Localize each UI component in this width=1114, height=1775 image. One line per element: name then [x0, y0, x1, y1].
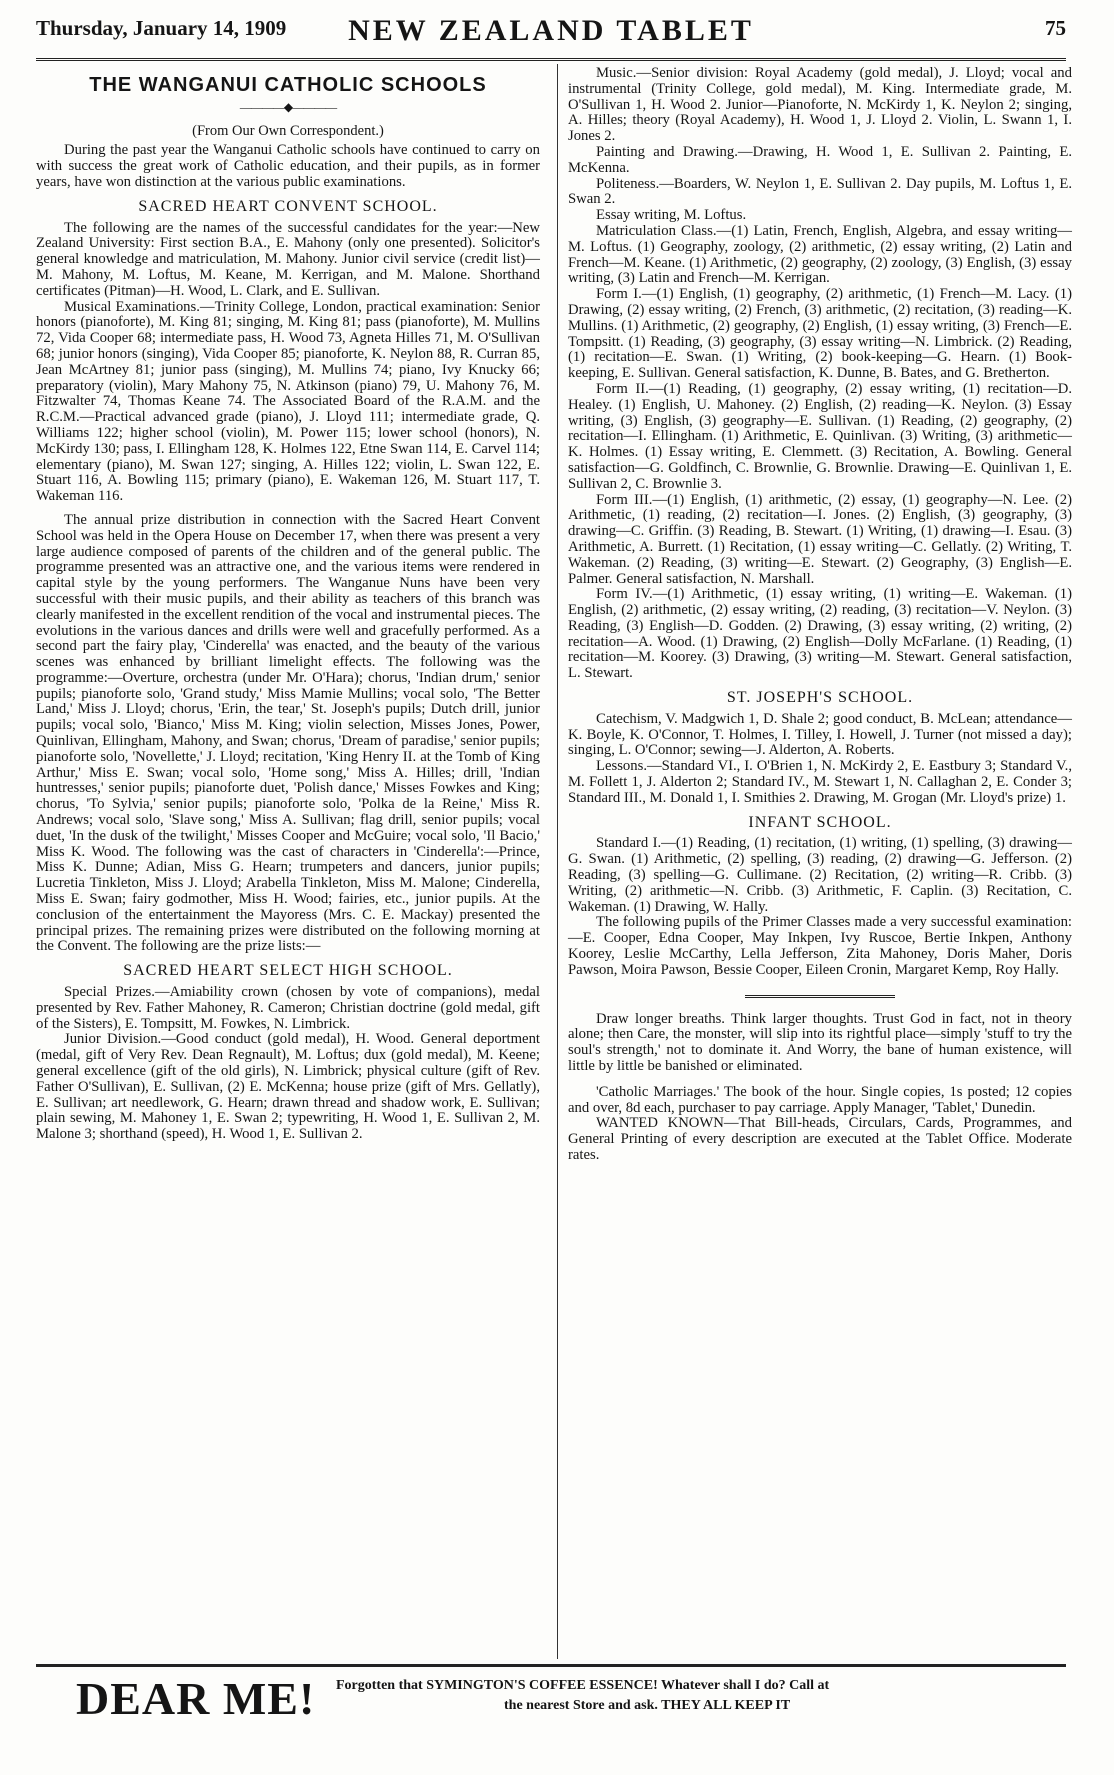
- footer-rule: [36, 1664, 1066, 1667]
- infant-paragraph: The following pupils of the Primer Classes made a very successful examination:—E. Cooper, Edna Cooper, May Inkpen, Ivy Ruscoe, Bertie Inkpen, Anthony Koorey, Leslie McCarthy, Lella Jefferson, Zita Mahoney, Doris Maher, Doris Pawson, Moira Pawson, Bessie Cooper, Eileen Cronin, Margaret Kemp, Roy Hally.: [568, 914, 1072, 978]
- article-title: THE WANGANUI CATHOLIC SCHOOLS: [89, 74, 487, 96]
- convent-paragraph: Musical Examinations.—Trinity College, London, practical examination: Senior honors (pianoforte), M. King 81; singing, M. King 81; pass (pianoforte), M. Mullins 72, Vida Cooper 68; intermediate pass, H. Wood 73, Agneta Hilles 71, M. O'Sullivan 68; junior honors (singing), Vida Cooper 85; pianoforte, K. Neylon 88, R. Curran 85, Jean McArtney 81; junior pass (singing), M. Mullins 74; piano, Ivy Knucky 66; preparatory (violin), Mary Mahony 75, N. Atkinson (piano) 79, U. Mahony 76, M. Fitzwalter 74, Thomas Keane 74. The Associated Board of the R.A.M. and the R.C.M.—Practical advanced grade (piano), J. Lloyd 111; intermediate grade, Q. Williams 122; higher school (violin), M. Power 115; lower school (honors), N. McKirdy 130; pass, I. Ellingham 128, K. Holmes 122, Etne Swan 114, E. Carvel 114; elementary (piano), M. Swan 127; singing, A. Hilles 122; violin, L. Swan 122, E. Stuart 116, A. Bowling 115; primary (piano), E. Wakeman 126, M. Stuart 117, T. Wakeman 116.: [36, 298, 540, 505]
- high-school-paragraph: Junior Division.—Good conduct (gold medal), H. Wood. General deportment (medal, gift of Very Rev. Dean Regnault), M. Loftus; dux (gold medal), M. Keene; general excellence (gift of the old girls), N. Limbrick; physical culture (gift of Rev. Father O'Sullivan), E. Sullivan, (2) E. McKenna; house prize (gift of Mrs. Gellatly), E. Sullivan; art needlework, G. Hearn; drawn thread and shadow work, E. Sullivan; plain sewing, M. Mahoney 1, E. Swan 2; typewriting, H. Wood 1, E. Sullivan 2, M. Malone 3; shorthand (speed), H. Wood 1, E. Sullivan 2.: [36, 1031, 540, 1143]
- masthead: NEW ZEALAND TABLET: [348, 14, 754, 47]
- byline: (From Our Own Correspondent.): [192, 122, 384, 139]
- left-column: [36, 66, 540, 1143]
- header-rule: [36, 58, 1066, 61]
- section-divider: [745, 995, 895, 998]
- section-heading-infant: INFANT SCHOOL.: [748, 813, 892, 831]
- column-divider: [557, 64, 558, 1659]
- high-school-paragraph: Form I.—(1) English, (1) geography, (2) arithmetic, (1) French—M. Lacy. (1) Drawing, (2) essay writing, (2) French, (3) arithmetic, (2) recitation, (3) reading—K. Mullins. (1) Arithmetic, (2) geography, (2) English, (1) essay writing, (3) French—E. Tompsitt. (1) Reading, (3) geography, (3) essay writing—N. Limbrick. (2) Reading, (1) recitation—E. Swan. (1) Writing, (2) book-keeping—G. Hearn. (1) Book-keeping, E. Sullivan. General satisfaction, K. Dunne, B. Bates, and G. Bretherton.: [568, 286, 1072, 382]
- filler-breaths: Draw longer breaths. Think larger thoughts. Trust God in fact, not in theory alone; then Care, the monster, will slip into its rightful place—simply 'stuff to try the soul's strength,' not to dominate it. And Worry, the bane of human existence, will little by little be banished or eliminated.: [568, 1010, 1072, 1075]
- footer-advertisement: [36, 1672, 1066, 1732]
- convent-paragraph: The annual prize distribution in connection with the Sacred Heart Convent School was held in the Opera House on December 17, when there was present a very large audience composed of parents of the children and of the general public. The programme presented was an attractive one, and the various items were rendered in capital style by the young performers. The Wanganue Nuns have been very successful with their music pupils, and their ability as teachers of this branch was clearly manifested in the excellent rendition of the vocal and instrumental pieces. The evolutions in the various dances and drills were well and gracefully performed. As a second part the fairy play, 'Cinderella' was enacted, and the beauty of the various scenes was enhanced by brilliant limelight effects. The following was the programme:—Overture, orchestra (under Mr. O'Hara); chorus, 'Indian drum,' senior pupils; pianoforte solo, 'Grand study,' Miss Mamie Mullins; vocal solo, 'The Better Land,' Miss J. Lloyd; chorus, 'Erin, the tear,' St. Joseph's pupils; Dutch drill, junior pupils; vocal solo, 'Bianco,' Miss M. King; violin selection, Misses Jones, Power, Quinlivan, Ellingham, Mahony, and Swan; chorus, 'Dream of paradise,' senior pupils; pianoforte solo, 'Novellette,' J. Lloyd; recitation, 'King Henry II. at the Tomb of King Arthur,' Miss E. Swan; vocal solo, 'Home song,' Miss A. Hilles; drill, 'Indian huntresses,' senior pupils; pianoforte duet, 'Polish dance,' Misses Fowkes and King; chorus, 'To Sylvia,' senior pupils; pianoforte solo, 'Polka de la Reine,' Miss R. Andrews; vocal solo, 'Slave song,' Miss A. Sullivan; flag drill, senior pupils; vocal duet, 'In the dusk of the twilight,' Misses Cooper and McGuire; vocal solo, 'Il Bacio,' Miss K. Wood. The following was the cast of characters in 'Cinderella':—Prince, Miss K. Dunne; Adian, Miss G. Hearn; trumpeters and dancers, junior pupils; Lucretia Tinkleton, Miss J. Lloyd; Arabella Tinkleton, Miss M. Malone; Cinderella, Miss E. Swan; fairy godmother, Miss H. Wood; fairies, etc., junior pupils. At the conclusion of the entertainment the Mayoress (Mrs. C. E. Mackay) presented the principal prizes. The remaining prizes were distributed on the following morning at the Convent. The following are the prize lists:—: [36, 511, 540, 955]
- title-ornament: ————◆————: [239, 99, 337, 114]
- high-school-paragraph: Special Prizes.—Amiability crown (chosen by vote of companions), medal presented by Rev. Father Mahoney, R. Cameron; Christian doctrine (gold medal, gift of the Sisters), E. Tompsitt, M. Fowkes, N. Limbrick.: [36, 984, 540, 1032]
- convent-paragraph: The following are the names of the successful candidates for the year:—New Zealand University: First section B.A., E. Mahony (only one presented). Solicitor's general knowledge and matriculation, M. Mahony. Junior civil service (credit list)—M. Mahony, M. Loftus, M. Keane, M. Kerrigan, and M. Malone. Shorthand certificates (Pitman)—H. Wood, L. Clark, and E. Sullivan.: [36, 219, 540, 299]
- filler-wanted-known: WANTED KNOWN—That Bill-heads, Circulars, Cards, Programmes, and General Printing of every description are executed at the Tablet Office. Moderate rates.: [568, 1115, 1072, 1163]
- high-school-paragraph: Painting and Drawing.—Drawing, H. Wood 1, E. Sullivan 2. Painting, E. McKenna.: [568, 143, 1072, 176]
- high-school-paragraph: Form IV.—(1) Arithmetic, (1) essay writing, (1) writing—E. Wakeman. (1) English, (2) arithmetic, (2) essay writing, (2) reading, (3) recitation—V. Neylon. (3) Reading, (3) English—D. Godden. (2) Drawing, (3) essay writing, (2) writing, (2) recitation—A. Wood. (1) Drawing, (2) English—Dolly McFarlane. (1) Reading, (1) recitation—M. Koorey. (3) Drawing, (3) writing—M. Stewart. General satisfaction, L. Stewart.: [568, 586, 1072, 682]
- high-school-paragraph: Form III.—(1) English, (1) arithmetic, (2) essay, (1) geography—N. Lee. (2) Arithmetic, (1) reading, (2) recitation—I. Jones. (2) English, (3) geography, (3) drawing—C. Griffin. (3) Reading, B. Stewart. (1) Writing, (1) drawing—I. Esau. (3) Arithmetic, A. Burrett. (1) Recitation, (1) essay writing—C. Gellatly. (2) Writing, T. Wakeman. (2) Reading, (3) writing—E. Stewart. (2) Geography, (3) English—E. Palmer. General satisfaction, N. Marshall.: [568, 491, 1072, 587]
- filler-notices: [568, 1012, 1072, 1164]
- section-heading-convent: SACRED HEART CONVENT SCHOOL.: [138, 197, 438, 215]
- ad-line-2: the nearest Store and ask. THEY ALL KEEP IT: [504, 1698, 791, 1713]
- section-heading-high-school: SACRED HEART SELECT HIGH SCHOOL.: [123, 962, 453, 980]
- page-header: [36, 4, 1066, 56]
- st-josephs-paragraph: Catechism, V. Madgwich 1, D. Shale 2; good conduct, B. McLean; attendance—K. Boyle, K. O'Connor, T. Holmes, I. Tilley, I. Howell, J. Turner (not missed a day); singing, L. O'Connor; sewing—J. Alderton, A. Roberts.: [568, 710, 1072, 759]
- section-heading-st-josephs: ST. JOSEPH'S SCHOOL.: [726, 689, 914, 707]
- ad-line-1: Forgotten that SYMINGTON'S COFFEE ESSENCE! Whatever shall I do? Call at: [336, 1678, 830, 1693]
- high-school-paragraph: Politeness.—Boarders, W. Neylon 1, E. Sullivan 2. Day pupils, M. Loftus 1, E. Swan 2.: [568, 175, 1072, 208]
- ad-headline: DEAR ME!: [76, 1673, 316, 1724]
- issue-date: Thursday, January 14, 1909: [36, 16, 287, 40]
- high-school-paragraph: Music.—Senior division: Royal Academy (gold medal), J. Lloyd; vocal and instrumental (Trinity College, gold medal), M. King. Intermediate grade, M. O'Sullivan 1, H. Wood 2. Junior—Pianoforte, N. McKirdy 1, K. Neylon 2; singing, A. Hilles; theory (Royal Academy), H. Wood 1, J. Lloyd 2. Violin, L. Swann 1, I. Jones 2.: [568, 65, 1072, 145]
- high-school-paragraph: Essay writing, M. Loftus.: [596, 207, 747, 224]
- high-school-paragraph: Matriculation Class.—(1) Latin, French, English, Algebra, and essay writing—M. Loftus. (1) Geography, zoology, (2) arithmetic, (2) essay writing, (2) Latin and French—M. Keane. (1) Arithmetic, (2) geography, (2) zoology, (3) English, (3) essay writing, (3) Latin and French—M. Kerrigan.: [568, 222, 1072, 287]
- page-number: 75: [1045, 16, 1066, 40]
- intro-paragraph: During the past year the Wanganui Catholic schools have continued to carry on with success the great work of Catholic education, and their pupils, as in former years, have won distinction at the various public examinations.: [36, 142, 540, 190]
- st-josephs-paragraph: Lessons.—Standard VI., I. O'Brien 1, N. McKirdy 2, E. Eastbury 3; Standard V., M. Follett 1, J. Alderton 2; Standard IV., M. Stewart 1, N. Callaghan 2, E. Conder 3; Standard III., M. Donald 1, I. Smithies 2. Drawing, M. Grogan (Mr. Lloyd's prize) 1.: [568, 758, 1072, 806]
- infant-paragraph: Standard I.—(1) Reading, (1) recitation, (1) writing, (1) spelling, (3) drawing—G. Swan. (1) Arithmetic, (2) spelling, (3) reading, (2) drawing—G. Jefferson. (2) Reading, (3) spelling—G. Cullimane. (2) Recitation, (2) writing—R. Cribb. (3) Writing, (2) arithmetic—N. Cribb. (3) Arithmetic, F. Caplin. (3) Recitation, C. Wakeman. (1) Drawing, W. Hally.: [568, 835, 1072, 915]
- filler-catholic-marriages: 'Catholic Marriages.' The book of the hour. Single copies, 1s posted; 12 copies and over, 8d each, purchaser to pay carriage. Apply Manager, 'Tablet,' Dunedin.: [568, 1083, 1072, 1116]
- high-school-paragraph: Form II.—(1) Reading, (1) geography, (2) essay writing, (1) recitation—D. Healey. (1) English, U. Mahoney. (2) English, (2) reading—K. Neylon. (3) Essay writing, (3) English, (3) geography—E. Sullivan. (1) Reading, (2) geography, (2) recitation—I. Ellingham. (1) Arithmetic, E. Quinlivan. (3) Writing, (3) arithmetic—K. Holmes. (1) Essay writing, E. Clemmett. (3) Recitation, A. Bowling. General satisfaction—G. Goldfinch, C. Brownlie, G. Brownlie. Drawing—E. Quinlivan 1, E. Sullivan 2, C. Brownlie 3.: [568, 380, 1072, 492]
- right-column: [568, 66, 1072, 1164]
